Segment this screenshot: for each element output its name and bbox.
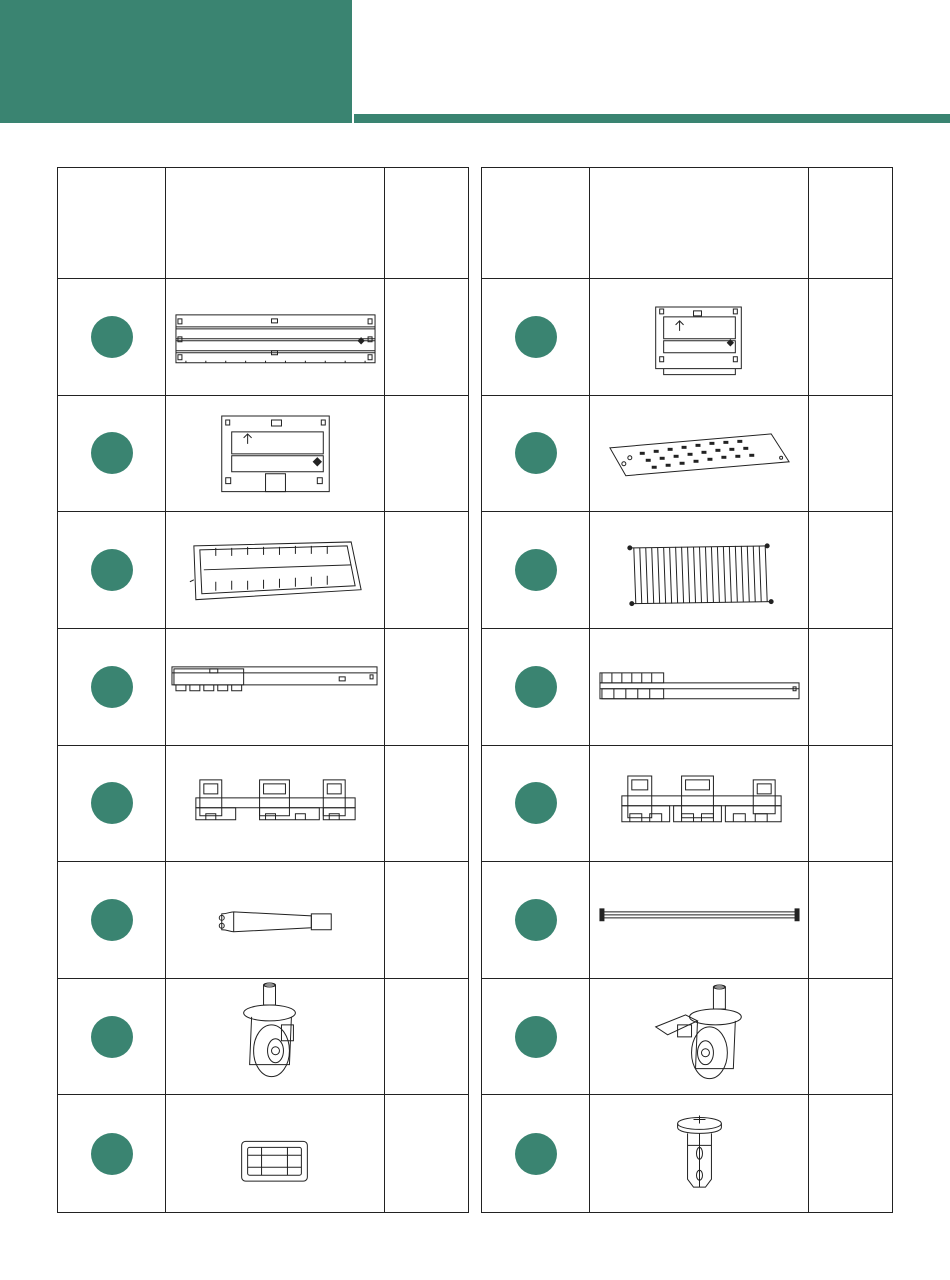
part-number-cell (482, 862, 590, 979)
part-number-cell (482, 979, 590, 1096)
part-quantity-cell (809, 746, 892, 863)
connector-bracket-icon (166, 746, 384, 862)
part-quantity-cell (809, 1095, 892, 1212)
part-illustration-cell (166, 512, 385, 629)
part-illustration-cell (590, 279, 809, 396)
part-illustration-cell (590, 979, 809, 1096)
part-number-cell (58, 979, 166, 1096)
swivel-caster-icon (166, 979, 384, 1095)
clip-plate-icon (166, 1095, 384, 1212)
part-quantity-cell (809, 279, 892, 396)
part-illustration-cell (166, 862, 385, 979)
part-number-cell (58, 862, 166, 979)
part-number-cell (482, 629, 590, 746)
part-number-badge (91, 1133, 133, 1175)
part-number-badge (515, 432, 557, 474)
part-illustration-cell (166, 629, 385, 746)
slatted-grid-icon (590, 512, 808, 628)
part-illustration-cell (166, 279, 385, 396)
part-illustration-cell (590, 512, 809, 629)
part-number-cell (482, 512, 590, 629)
header-quantity-cell (809, 168, 892, 279)
locking-caster-icon (590, 979, 808, 1095)
part-quantity-cell (385, 396, 468, 513)
part-quantity-cell (385, 746, 468, 863)
part-number-cell (58, 279, 166, 396)
expansion-pin-icon (590, 1095, 808, 1212)
part-number-badge (91, 899, 133, 941)
part-quantity-cell (385, 1095, 468, 1212)
part-quantity-cell (809, 979, 892, 1096)
header-number-cell (482, 168, 590, 279)
part-quantity-cell (809, 396, 892, 513)
part-illustration-cell (166, 746, 385, 863)
part-illustration-cell (166, 1095, 385, 1212)
part-quantity-cell (385, 862, 468, 979)
part-quantity-cell (809, 512, 892, 629)
header-accent-bar (354, 114, 950, 123)
part-illustration-cell (166, 396, 385, 513)
part-number-cell (482, 396, 590, 513)
metal-rod-icon (590, 862, 808, 978)
part-number-badge (515, 549, 557, 591)
part-number-badge (91, 432, 133, 474)
part-number-badge (515, 666, 557, 708)
part-quantity-cell (809, 862, 892, 979)
end-panel-icon (590, 279, 808, 395)
header-accent-block (0, 0, 352, 123)
part-number-cell (482, 746, 590, 863)
part-illustration-cell (590, 629, 809, 746)
part-illustration-cell (590, 396, 809, 513)
part-quantity-cell (385, 979, 468, 1096)
part-number-badge (515, 782, 557, 824)
part-number-badge (515, 1133, 557, 1175)
part-number-cell (58, 1095, 166, 1212)
part-number-cell (482, 279, 590, 396)
header-quantity-cell (385, 168, 468, 279)
handle-bar-icon (166, 862, 384, 978)
part-number-cell (58, 512, 166, 629)
part-quantity-cell (385, 512, 468, 629)
perforated-shelf-icon (590, 396, 808, 512)
part-illustration-cell (590, 746, 809, 863)
part-number-badge (515, 1016, 557, 1058)
short-side-panel-icon (166, 396, 384, 512)
part-number-cell (482, 1095, 590, 1212)
part-number-badge (515, 316, 557, 358)
part-number-badge (91, 316, 133, 358)
header-illustration-cell (166, 168, 385, 279)
header-illustration-cell (590, 168, 809, 279)
part-number-badge (91, 1016, 133, 1058)
part-illustration-cell (166, 979, 385, 1096)
part-illustration-cell (590, 862, 809, 979)
part-illustration-cell (590, 1095, 809, 1212)
part-number-badge (515, 899, 557, 941)
parts-table-left (57, 167, 469, 1213)
part-number-cell (58, 396, 166, 513)
part-quantity-cell (809, 629, 892, 746)
part-quantity-cell (385, 629, 468, 746)
part-quantity-cell (385, 279, 468, 396)
base-tray-icon (166, 512, 384, 628)
part-number-badge (91, 549, 133, 591)
long-side-panel-icon (166, 279, 384, 395)
part-number-badge (91, 782, 133, 824)
parts-table-right (481, 167, 893, 1213)
part-number-cell (58, 746, 166, 863)
rail-with-bracket-icon (590, 629, 808, 745)
part-number-badge (91, 666, 133, 708)
header-number-cell (58, 168, 166, 279)
long-rail-icon (166, 629, 384, 745)
part-number-cell (58, 629, 166, 746)
large-connector-bracket-icon (590, 746, 808, 862)
